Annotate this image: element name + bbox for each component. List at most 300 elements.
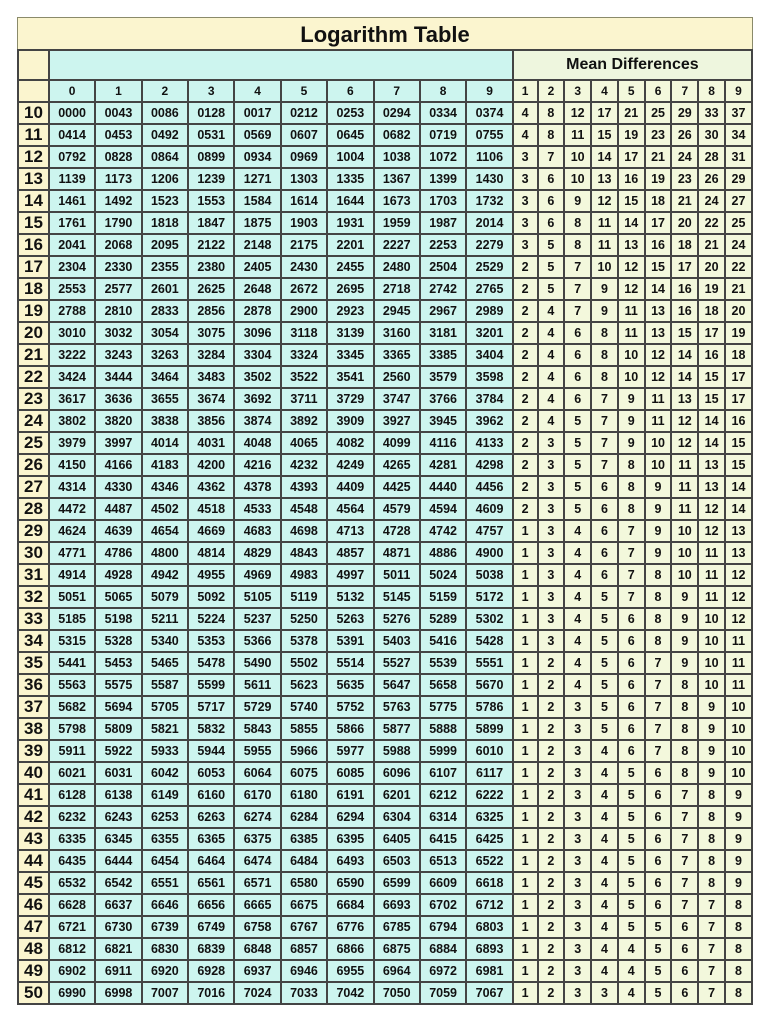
mean-difference-cell: 22 bbox=[725, 256, 752, 278]
mean-difference-cell: 6 bbox=[671, 982, 698, 1004]
mean-difference-cell: 10 bbox=[618, 344, 645, 366]
log-value-cell: 6609 bbox=[420, 872, 466, 894]
mean-difference-cell: 8 bbox=[538, 124, 565, 146]
log-value-cell: 4133 bbox=[466, 432, 513, 454]
mean-difference-cell: 14 bbox=[698, 410, 725, 432]
mean-difference-cell: 5 bbox=[591, 718, 618, 740]
mean-difference-cell: 10 bbox=[618, 366, 645, 388]
mean-difference-cell: 6 bbox=[618, 608, 645, 630]
mean-difference-cell: 8 bbox=[618, 476, 645, 498]
log-value-cell: 5263 bbox=[327, 608, 373, 630]
log-value-cell: 5551 bbox=[466, 652, 513, 674]
column-header-0: 0 bbox=[49, 80, 95, 102]
mean-difference-cell: 6 bbox=[618, 630, 645, 652]
mean-difference-cell: 7 bbox=[591, 432, 618, 454]
log-value-cell: 1614 bbox=[281, 190, 327, 212]
mean-difference-cell: 3 bbox=[513, 190, 538, 212]
log-value-cell: 1818 bbox=[142, 212, 188, 234]
mean-difference-cell: 8 bbox=[725, 982, 752, 1004]
mean-difference-cell: 3 bbox=[591, 982, 618, 1004]
column-header-5: 5 bbox=[281, 80, 327, 102]
log-value-cell: 1492 bbox=[95, 190, 141, 212]
table-row bbox=[18, 168, 752, 190]
row-number: 37 bbox=[18, 696, 49, 718]
log-value-cell: 2405 bbox=[234, 256, 280, 278]
log-value-cell: 1931 bbox=[327, 212, 373, 234]
log-value-cell: 6702 bbox=[420, 894, 466, 916]
log-value-cell: 4928 bbox=[95, 564, 141, 586]
log-value-cell: 2529 bbox=[466, 256, 513, 278]
mean-difference-cell: 9 bbox=[645, 498, 672, 520]
mean-difference-header-2: 2 bbox=[538, 80, 565, 102]
log-value-cell: 6243 bbox=[95, 806, 141, 828]
log-value-cell: 2810 bbox=[95, 300, 141, 322]
mean-difference-cell: 6 bbox=[671, 960, 698, 982]
mean-difference-cell: 7 bbox=[618, 564, 645, 586]
table-title: Logarithm Table bbox=[17, 17, 753, 49]
log-value-cell: 3324 bbox=[281, 344, 327, 366]
column-header-4: 4 bbox=[234, 80, 280, 102]
log-value-cell: 7042 bbox=[327, 982, 373, 1004]
log-value-cell: 4330 bbox=[95, 476, 141, 498]
mean-difference-cell: 1 bbox=[513, 960, 538, 982]
log-value-cell: 5527 bbox=[374, 652, 420, 674]
log-value-cell: 4082 bbox=[327, 432, 373, 454]
log-value-cell: 4786 bbox=[95, 542, 141, 564]
mean-difference-cell: 10 bbox=[698, 630, 725, 652]
log-value-cell: 4942 bbox=[142, 564, 188, 586]
log-value-cell: 6031 bbox=[95, 762, 141, 784]
log-value-cell: 3856 bbox=[188, 410, 234, 432]
mean-differences-label: Mean Differences bbox=[513, 50, 752, 80]
log-value-cell: 5682 bbox=[49, 696, 95, 718]
log-value-cell: 1239 bbox=[188, 168, 234, 190]
mean-difference-cell: 4 bbox=[564, 674, 591, 696]
mean-difference-cell: 28 bbox=[698, 146, 725, 168]
mean-difference-cell: 5 bbox=[618, 850, 645, 872]
mean-difference-cell: 11 bbox=[618, 300, 645, 322]
log-value-cell: 6739 bbox=[142, 916, 188, 938]
table-row bbox=[18, 476, 752, 498]
mean-difference-cell: 1 bbox=[513, 652, 538, 674]
row-number: 44 bbox=[18, 850, 49, 872]
mean-difference-cell: 10 bbox=[698, 608, 725, 630]
mean-difference-cell: 4 bbox=[538, 388, 565, 410]
log-value-cell: 6503 bbox=[374, 850, 420, 872]
mean-difference-cell: 12 bbox=[725, 608, 752, 630]
mean-difference-cell: 1 bbox=[513, 850, 538, 872]
log-value-cell: 3927 bbox=[374, 410, 420, 432]
mean-difference-cell: 11 bbox=[645, 410, 672, 432]
mean-difference-cell: 8 bbox=[671, 674, 698, 696]
mean-difference-cell: 7 bbox=[645, 740, 672, 762]
mean-difference-cell: 27 bbox=[725, 190, 752, 212]
mean-difference-cell: 2 bbox=[513, 410, 538, 432]
log-value-cell: 5763 bbox=[374, 696, 420, 718]
mean-difference-header-5: 5 bbox=[618, 80, 645, 102]
mean-difference-cell: 2 bbox=[538, 894, 565, 916]
mean-difference-cell: 11 bbox=[671, 498, 698, 520]
table-row bbox=[18, 564, 752, 586]
mean-difference-cell: 4 bbox=[564, 520, 591, 542]
mean-difference-cell: 10 bbox=[725, 718, 752, 740]
log-value-cell: 2041 bbox=[49, 234, 95, 256]
mean-difference-cell: 1 bbox=[513, 784, 538, 806]
table-row bbox=[18, 102, 752, 124]
log-value-cell: 4014 bbox=[142, 432, 188, 454]
mean-difference-cell: 7 bbox=[698, 894, 725, 916]
mean-difference-header-8: 8 bbox=[698, 80, 725, 102]
log-value-cell: 4955 bbox=[188, 564, 234, 586]
log-value-cell: 2695 bbox=[327, 278, 373, 300]
log-value-cell: 5977 bbox=[327, 740, 373, 762]
log-value-cell: 4564 bbox=[327, 498, 373, 520]
table-row bbox=[18, 256, 752, 278]
row-number: 39 bbox=[18, 740, 49, 762]
row-number: 46 bbox=[18, 894, 49, 916]
mean-difference-cell: 2 bbox=[513, 476, 538, 498]
log-value-cell: 6138 bbox=[95, 784, 141, 806]
log-value-cell: 5694 bbox=[95, 696, 141, 718]
log-value-cell: 2380 bbox=[188, 256, 234, 278]
table-row bbox=[18, 124, 752, 146]
mean-difference-cell: 5 bbox=[618, 762, 645, 784]
column-header-7: 7 bbox=[374, 80, 420, 102]
log-value-cell: 5705 bbox=[142, 696, 188, 718]
mean-difference-cell: 9 bbox=[618, 432, 645, 454]
mean-difference-cell: 5 bbox=[564, 432, 591, 454]
mean-difference-cell: 10 bbox=[645, 454, 672, 476]
log-value-cell: 3032 bbox=[95, 322, 141, 344]
mean-difference-cell: 3 bbox=[538, 564, 565, 586]
mean-difference-cell: 16 bbox=[618, 168, 645, 190]
log-value-cell: 6170 bbox=[234, 784, 280, 806]
mean-difference-cell: 11 bbox=[725, 652, 752, 674]
log-value-cell: 6415 bbox=[420, 828, 466, 850]
log-value-cell: 5478 bbox=[188, 652, 234, 674]
mean-difference-cell: 9 bbox=[618, 410, 645, 432]
mean-difference-cell: 8 bbox=[645, 564, 672, 586]
mean-difference-cell: 3 bbox=[564, 696, 591, 718]
mean-difference-cell: 23 bbox=[671, 168, 698, 190]
mean-difference-cell: 12 bbox=[618, 256, 645, 278]
log-value-cell: 4997 bbox=[327, 564, 373, 586]
log-value-cell: 5658 bbox=[420, 674, 466, 696]
log-value-cell: 4609 bbox=[466, 498, 513, 520]
log-value-cell: 5353 bbox=[188, 630, 234, 652]
log-value-cell: 5911 bbox=[49, 740, 95, 762]
log-value-cell: 7050 bbox=[374, 982, 420, 1004]
log-value-cell: 1038 bbox=[374, 146, 420, 168]
row-number: 41 bbox=[18, 784, 49, 806]
mean-difference-cell: 5 bbox=[538, 256, 565, 278]
mean-difference-cell: 3 bbox=[564, 762, 591, 784]
log-value-cell: 3365 bbox=[374, 344, 420, 366]
log-value-cell: 2175 bbox=[281, 234, 327, 256]
log-value-cell: 4393 bbox=[281, 476, 327, 498]
mean-difference-cell: 7 bbox=[591, 454, 618, 476]
log-value-cell: 0645 bbox=[327, 124, 373, 146]
mean-difference-cell: 21 bbox=[671, 190, 698, 212]
mean-difference-cell: 8 bbox=[645, 608, 672, 630]
mean-difference-cell: 18 bbox=[645, 190, 672, 212]
log-value-cell: 4654 bbox=[142, 520, 188, 542]
log-value-cell: 5647 bbox=[374, 674, 420, 696]
log-value-cell: 3201 bbox=[466, 322, 513, 344]
log-value-cell: 4639 bbox=[95, 520, 141, 542]
mean-difference-cell: 10 bbox=[725, 740, 752, 762]
mean-difference-cell: 2 bbox=[538, 718, 565, 740]
log-value-cell: 3838 bbox=[142, 410, 188, 432]
log-value-cell: 5416 bbox=[420, 630, 466, 652]
log-value-cell: 5798 bbox=[49, 718, 95, 740]
mean-difference-cell: 17 bbox=[618, 146, 645, 168]
log-value-cell: 4048 bbox=[234, 432, 280, 454]
log-value-cell: 3345 bbox=[327, 344, 373, 366]
log-value-cell: 2455 bbox=[327, 256, 373, 278]
log-value-cell: 6721 bbox=[49, 916, 95, 938]
mean-difference-cell: 11 bbox=[725, 630, 752, 652]
column-header-8: 8 bbox=[420, 80, 466, 102]
mean-difference-cell: 1 bbox=[513, 894, 538, 916]
log-value-cell: 4548 bbox=[281, 498, 327, 520]
log-value-cell: 7016 bbox=[188, 982, 234, 1004]
table-row bbox=[18, 740, 752, 762]
mean-difference-cell: 15 bbox=[698, 366, 725, 388]
mean-difference-cell: 2 bbox=[513, 366, 538, 388]
log-value-cell: 6571 bbox=[234, 872, 280, 894]
mean-difference-cell: 26 bbox=[698, 168, 725, 190]
log-value-cell: 6075 bbox=[281, 762, 327, 784]
mean-difference-cell: 17 bbox=[725, 388, 752, 410]
mean-difference-cell: 7 bbox=[671, 850, 698, 872]
log-value-cell: 6444 bbox=[95, 850, 141, 872]
mean-difference-cell: 8 bbox=[591, 344, 618, 366]
table-row bbox=[18, 542, 752, 564]
mean-difference-cell: 4 bbox=[538, 410, 565, 432]
log-value-cell: 2553 bbox=[49, 278, 95, 300]
mean-difference-cell: 1 bbox=[513, 740, 538, 762]
log-value-cell: 4183 bbox=[142, 454, 188, 476]
mean-difference-cell: 11 bbox=[671, 476, 698, 498]
mean-difference-cell: 9 bbox=[725, 850, 752, 872]
log-value-cell: 4857 bbox=[327, 542, 373, 564]
log-value-cell: 3945 bbox=[420, 410, 466, 432]
log-value-cell: 4425 bbox=[374, 476, 420, 498]
mean-difference-cell: 12 bbox=[645, 366, 672, 388]
log-value-cell: 6946 bbox=[281, 960, 327, 982]
mean-difference-cell: 1 bbox=[513, 762, 538, 784]
mean-difference-cell: 19 bbox=[618, 124, 645, 146]
mean-difference-cell: 8 bbox=[645, 586, 672, 608]
mean-difference-cell: 19 bbox=[725, 322, 752, 344]
row-number: 40 bbox=[18, 762, 49, 784]
log-value-cell: 6395 bbox=[327, 828, 373, 850]
mean-difference-cell: 7 bbox=[538, 146, 565, 168]
mean-difference-cell: 10 bbox=[698, 674, 725, 696]
row-number: 48 bbox=[18, 938, 49, 960]
row-number: 14 bbox=[18, 190, 49, 212]
log-value-cell: 4533 bbox=[234, 498, 280, 520]
log-value-cell: 0043 bbox=[95, 102, 141, 124]
mean-difference-cell: 1 bbox=[513, 520, 538, 542]
mean-difference-cell: 21 bbox=[725, 278, 752, 300]
log-value-cell: 6955 bbox=[327, 960, 373, 982]
row-number: 31 bbox=[18, 564, 49, 586]
mean-difference-cell: 8 bbox=[671, 762, 698, 784]
log-value-cell: 5051 bbox=[49, 586, 95, 608]
log-value-cell: 6425 bbox=[466, 828, 513, 850]
mean-difference-cell: 4 bbox=[591, 806, 618, 828]
mean-difference-cell: 12 bbox=[645, 344, 672, 366]
log-value-cell: 4031 bbox=[188, 432, 234, 454]
log-value-cell: 6964 bbox=[374, 960, 420, 982]
table-row bbox=[18, 586, 752, 608]
mean-difference-cell: 7 bbox=[591, 388, 618, 410]
log-value-cell: 6767 bbox=[281, 916, 327, 938]
log-value-cell: 6201 bbox=[374, 784, 420, 806]
mean-difference-cell: 10 bbox=[671, 542, 698, 564]
mean-difference-cell: 6 bbox=[591, 564, 618, 586]
mean-difference-cell: 4 bbox=[538, 366, 565, 388]
mean-difference-cell: 8 bbox=[725, 960, 752, 982]
log-value-cell: 6830 bbox=[142, 938, 188, 960]
table-row bbox=[18, 806, 752, 828]
log-value-cell: 6191 bbox=[327, 784, 373, 806]
log-value-cell: 1644 bbox=[327, 190, 373, 212]
mean-difference-cell: 9 bbox=[698, 740, 725, 762]
mean-difference-cell: 2 bbox=[538, 872, 565, 894]
log-value-cell: 0969 bbox=[281, 146, 327, 168]
log-value-cell: 6454 bbox=[142, 850, 188, 872]
row-number: 15 bbox=[18, 212, 49, 234]
mean-difference-cell: 5 bbox=[618, 894, 645, 916]
log-value-cell: 5159 bbox=[420, 586, 466, 608]
mean-difference-cell: 14 bbox=[698, 432, 725, 454]
log-value-cell: 0212 bbox=[281, 102, 327, 124]
corner-cell bbox=[18, 50, 49, 80]
mean-difference-cell: 2 bbox=[513, 498, 538, 520]
log-value-cell: 0414 bbox=[49, 124, 95, 146]
mean-difference-cell: 8 bbox=[591, 322, 618, 344]
log-value-cell: 6875 bbox=[374, 938, 420, 960]
mean-difference-cell: 6 bbox=[645, 894, 672, 916]
log-value-cell: 2095 bbox=[142, 234, 188, 256]
log-value-cell: 3118 bbox=[281, 322, 327, 344]
log-value-cell: 5877 bbox=[374, 718, 420, 740]
mean-difference-cell: 1 bbox=[513, 938, 538, 960]
table-row bbox=[18, 322, 752, 344]
mean-difference-cell: 3 bbox=[538, 608, 565, 630]
mean-difference-cell: 11 bbox=[591, 212, 618, 234]
log-value-cell: 2504 bbox=[420, 256, 466, 278]
log-value-cell: 6149 bbox=[142, 784, 188, 806]
log-value-cell: 4886 bbox=[420, 542, 466, 564]
log-value-cell: 1335 bbox=[327, 168, 373, 190]
log-value-cell: 6085 bbox=[327, 762, 373, 784]
log-value-cell: 3962 bbox=[466, 410, 513, 432]
mean-difference-cell: 34 bbox=[725, 124, 752, 146]
row-number: 42 bbox=[18, 806, 49, 828]
mean-difference-cell: 2 bbox=[538, 850, 565, 872]
mean-difference-cell: 3 bbox=[564, 784, 591, 806]
log-value-cell: 6675 bbox=[281, 894, 327, 916]
mean-difference-cell: 8 bbox=[645, 630, 672, 652]
table-row bbox=[18, 146, 752, 168]
mean-difference-cell: 13 bbox=[698, 476, 725, 498]
row-number: 13 bbox=[18, 168, 49, 190]
mean-difference-header-4: 4 bbox=[591, 80, 618, 102]
mean-difference-cell: 14 bbox=[671, 366, 698, 388]
log-value-cell: 6618 bbox=[466, 872, 513, 894]
log-value-cell: 3692 bbox=[234, 388, 280, 410]
mean-difference-cell: 3 bbox=[564, 894, 591, 916]
log-value-cell: 6972 bbox=[420, 960, 466, 982]
row-number: 34 bbox=[18, 630, 49, 652]
log-value-cell: 5502 bbox=[281, 652, 327, 674]
log-value-cell: 4456 bbox=[466, 476, 513, 498]
mean-difference-cell: 3 bbox=[513, 234, 538, 256]
log-value-cell: 6580 bbox=[281, 872, 327, 894]
log-value-cell: 6542 bbox=[95, 872, 141, 894]
table-row bbox=[18, 234, 752, 256]
mean-difference-cell: 1 bbox=[513, 828, 538, 850]
mean-difference-cell: 16 bbox=[671, 300, 698, 322]
log-value-cell: 6803 bbox=[466, 916, 513, 938]
log-value-cell: 4698 bbox=[281, 520, 327, 542]
log-value-cell: 5011 bbox=[374, 564, 420, 586]
log-value-cell: 6212 bbox=[420, 784, 466, 806]
mean-difference-cell: 13 bbox=[725, 520, 752, 542]
mean-difference-cell: 2 bbox=[538, 982, 565, 1004]
mean-difference-cell: 5 bbox=[591, 696, 618, 718]
log-value-cell: 5453 bbox=[95, 652, 141, 674]
log-value-cell: 3747 bbox=[374, 388, 420, 410]
mean-difference-cell: 7 bbox=[671, 828, 698, 850]
log-value-cell: 6821 bbox=[95, 938, 141, 960]
mean-difference-cell: 1 bbox=[513, 872, 538, 894]
mean-difference-cell: 5 bbox=[564, 454, 591, 476]
log-value-cell: 0569 bbox=[234, 124, 280, 146]
table-row bbox=[18, 300, 752, 322]
mean-difference-cell: 4 bbox=[618, 938, 645, 960]
mean-difference-cell: 6 bbox=[645, 872, 672, 894]
logarithm-table-sheet bbox=[17, 17, 753, 1005]
mean-difference-cell: 21 bbox=[645, 146, 672, 168]
mean-difference-cell: 1 bbox=[513, 608, 538, 630]
log-value-cell: 4440 bbox=[420, 476, 466, 498]
log-value-cell: 5623 bbox=[281, 674, 327, 696]
mean-difference-cell: 1 bbox=[513, 982, 538, 1004]
log-value-cell: 6284 bbox=[281, 806, 327, 828]
mean-difference-cell: 5 bbox=[591, 608, 618, 630]
mean-difference-cell: 4 bbox=[591, 960, 618, 982]
mean-difference-cell: 11 bbox=[564, 124, 591, 146]
mean-difference-cell: 2 bbox=[513, 278, 538, 300]
log-value-cell: 6474 bbox=[234, 850, 280, 872]
mean-difference-cell: 8 bbox=[698, 850, 725, 872]
mean-difference-cell: 10 bbox=[671, 520, 698, 542]
log-value-cell: 4216 bbox=[234, 454, 280, 476]
log-value-cell: 5315 bbox=[49, 630, 95, 652]
log-value-cell: 1399 bbox=[420, 168, 466, 190]
mean-difference-cell: 2 bbox=[538, 960, 565, 982]
log-value-cell: 3655 bbox=[142, 388, 188, 410]
log-value-cell: 5514 bbox=[327, 652, 373, 674]
log-value-cell: 6646 bbox=[142, 894, 188, 916]
mean-difference-cell: 30 bbox=[698, 124, 725, 146]
mean-difference-cell: 7 bbox=[618, 542, 645, 564]
